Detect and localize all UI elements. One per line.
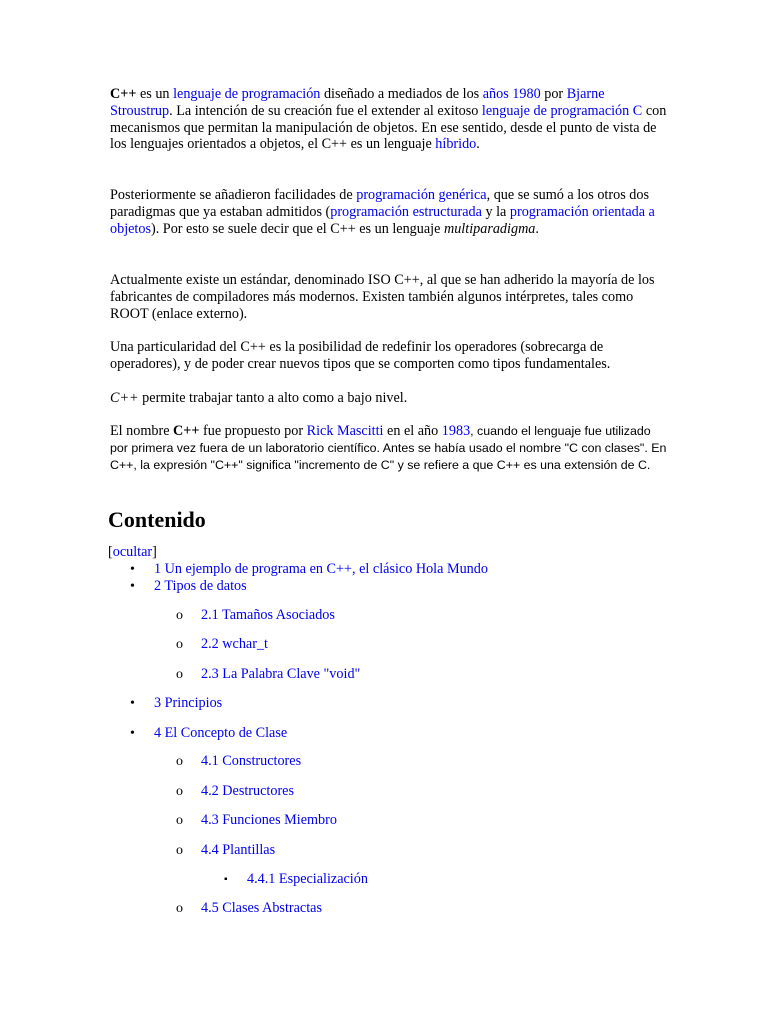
text: . La intención de su creación fue el extender al exitoso — [169, 102, 482, 119]
toc-item-4-4[interactable]: 4.4 Plantillas — [201, 842, 276, 858]
cpp-bold: C++ — [110, 86, 137, 102]
link-lenguaje-de-programacion[interactable]: lenguaje de programación — [173, 86, 321, 102]
link-anos-1980[interactable]: años 1980 — [482, 86, 541, 102]
toc-item-2[interactable]: 2 Tipos de datos — [154, 578, 247, 594]
bullet-icon: • — [130, 562, 135, 577]
bracket: [ — [108, 544, 113, 560]
text: permite trabajar tanto a alto como a bajo nivel. — [138, 390, 408, 406]
link-hibrido[interactable]: híbrido — [435, 136, 477, 153]
toc-toggle — [108, 544, 157, 561]
circle-bullet-icon: o — [176, 667, 183, 682]
link-programacion-estructurada[interactable]: programación estructurada — [330, 203, 482, 220]
bullet-icon: • — [130, 726, 135, 741]
intro-paragraph-6 — [110, 423, 670, 473]
link-lenguaje-c[interactable]: lenguaje de programación C — [481, 102, 643, 119]
bracket: ] — [152, 544, 157, 560]
text: Posteriormente se añadieron facilidades de — [110, 187, 357, 203]
cpp-bold: C++ — [173, 423, 200, 439]
text: con mecanismos que permitan la manipulación de objetos. En ese sentido, desde el punto de vista de los lenguajes orientados a objetos, el C++ es un lenguaje — [110, 102, 667, 153]
toc-heading: Contenido — [108, 507, 206, 532]
text: en el año — [383, 423, 442, 439]
intro-paragraph-1 — [110, 86, 670, 153]
text: por — [540, 86, 567, 102]
text: , cuando el lenguaje fue utilizado por primera vez fuera de un laboratorio científico. Antes se había usado el nombre "C con clases". En C++, la expresión "C++" significa "incremento de C" y se refiere a que C++ es una extensión de C. — [110, 424, 667, 472]
cpp-italic: C++ — [110, 390, 139, 406]
toc-item-4-2[interactable]: 4.2 Destructores — [201, 783, 294, 799]
text: diseñado a mediados de los — [320, 86, 483, 102]
text: fue propuesto por — [199, 423, 307, 439]
link-rick-mascitti[interactable]: Rick Mascitti — [306, 423, 384, 439]
toc-item-2-3[interactable]: 2.3 La Palabra Clave "void" — [201, 666, 361, 682]
toc-item-4-1[interactable]: 4.1 Constructores — [201, 753, 302, 769]
intro-paragraph-5 — [110, 390, 670, 407]
toc-item-4-3[interactable]: 4.3 Funciones Miembro — [201, 812, 337, 828]
link-programacion-orientada-a-objetos[interactable]: programación orientada a objetos — [110, 203, 655, 237]
toc-hide-link[interactable]: ocultar — [112, 544, 153, 560]
toc-item-4-5[interactable]: 4.5 Clases Abstractas — [201, 900, 322, 916]
circle-bullet-icon: o — [176, 843, 183, 858]
square-bullet-icon: ▪ — [224, 874, 228, 885]
toc-item-3[interactable]: 3 Principios — [154, 695, 223, 711]
text: . — [476, 136, 480, 153]
multiparadigma-italic: multiparadigma — [443, 220, 536, 237]
text: , que se sumó a los otros dos paradigmas que ya estaban admitidos ( — [110, 187, 649, 220]
text: y la — [481, 203, 510, 220]
text: El nombre — [110, 423, 174, 439]
link-1983[interactable]: 1983 — [441, 423, 471, 439]
circle-bullet-icon: o — [176, 637, 183, 652]
intro-paragraph-2 — [110, 187, 670, 237]
text: ). Por esto se suele decir que el C++ es un lenguaje — [150, 220, 444, 237]
toc-item-4-4-1[interactable]: 4.4.1 Especialización — [247, 871, 368, 887]
circle-bullet-icon: o — [176, 608, 183, 623]
text: . — [535, 220, 539, 237]
circle-bullet-icon: o — [176, 901, 183, 916]
circle-bullet-icon: o — [176, 784, 183, 799]
bullet-icon: • — [130, 579, 135, 594]
link-programacion-generica[interactable]: programación genérica — [356, 187, 487, 203]
text: es un — [136, 86, 174, 102]
toc-item-2-2[interactable]: 2.2 wchar_t — [201, 636, 268, 652]
intro-paragraph-4: Una particularidad del C++ es la posibilidad de redefinir los operadores (sobrecarga de operadores), y de poder crear nuevos tipos que se comporten como tipos fundamentales. — [110, 339, 611, 372]
toc-item-4[interactable]: 4 El Concepto de Clase — [154, 725, 288, 741]
toc-item-1[interactable]: 1 Un ejemplo de programa en C++, el clásico Hola Mundo — [154, 561, 488, 577]
link-bjarne-stroustrup[interactable]: Bjarne Stroustrup — [110, 86, 605, 119]
toc-item-2-1[interactable]: 2.1 Tamaños Asociados — [201, 607, 335, 623]
intro-paragraph-3: Actualmente existe un estándar, denominado ISO C++, al que se han adherido la mayoría de los fabricantes de compiladores más modernos. Existen también algunos intérpretes, tales como ROOT (enlace externo). — [110, 272, 655, 322]
circle-bullet-icon: o — [176, 813, 183, 828]
circle-bullet-icon: o — [176, 754, 183, 769]
bullet-icon: • — [130, 696, 135, 711]
